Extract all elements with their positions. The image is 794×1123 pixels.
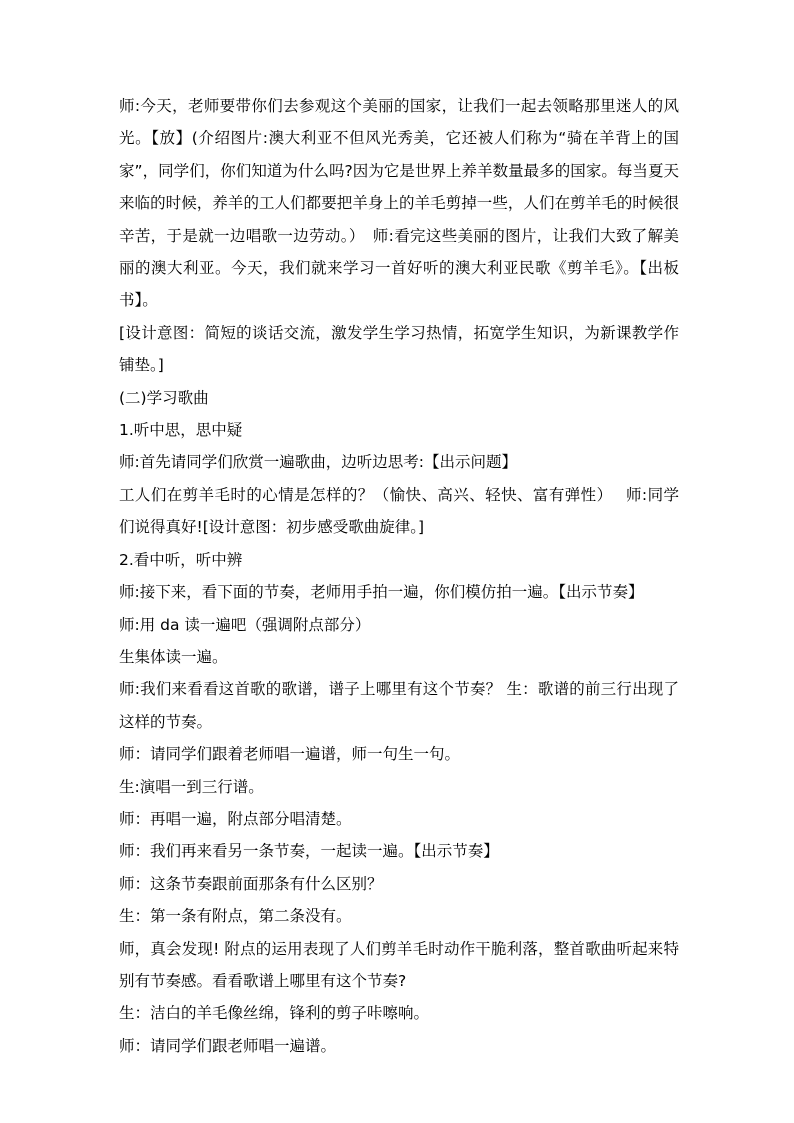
paragraph-clap-rhythm: 师:接下来，看下面的节奏，老师用手拍一遍，你们模仿拍一遍。【出示节奏】 <box>119 583 644 602</box>
paragraph-students-read: 生集体读一遍。 <box>119 647 228 666</box>
paragraph-another-rhythm: 师：我们再来看另一条节奏，一起读一遍。【出示节奏】 <box>119 842 499 861</box>
paragraph-difference-answer: 生：第一条有附点，第二条没有。 <box>119 907 352 926</box>
paragraph-find-rhythm: 师:我们来看看这首歌的歌谱，谱子上哪里有这个节奏？ 生：歌谱的前三行出现了这样的节奏。 <box>119 680 679 731</box>
paragraph-intro: 师:今天，老师要带你们去参观这个美丽的国家，让我们一起去领略那里迷人的风光。【放】(介绍图片:澳大利亚不但风光秀美，它还被人们称为“骑在羊背上的国家”，同学们，你们知道为什么吗?因为它是世界上养羊数量最多的国家。每当夏天来临的时候，养羊的工人们都要把羊身上的羊毛剪掉一些，人们在剪羊毛的时候很辛苦，于是就一边唱歌一边劳动。） 师:看完这些美丽的图片，让我们大致了解美丽的澳大利亚。今天，我们就来学习一首好听的澳大利亚民歌《剪羊毛》。【出板书】。 <box>119 97 679 310</box>
section-heading-learn-song: (二)学习歌曲 <box>119 388 209 407</box>
paragraph-students-sing: 生:演唱一到三行谱。 <box>119 777 264 796</box>
paragraph-lyrics-answer: 生：洁白的羊毛像丝绵，锋利的剪子咔嚓响。 <box>119 1004 430 1023</box>
paragraph-design-intent-1: [设计意图：简短的谈话交流，激发学生学习热情，拓宽学生知识，为新课教学作铺垫。] <box>119 323 679 375</box>
subheading-watch-listen: 2.看中听，听中辨 <box>119 550 243 569</box>
document-body <box>119 90 679 1062</box>
paragraph-teacher-listen: 师:首先请同学们欣赏一遍歌曲，边听边思考:【出示问题】 <box>119 453 517 472</box>
subheading-listen-think: 1.听中思，思中疑 <box>119 421 243 440</box>
paragraph-sing-score: 师：请同学们跟着老师唱一遍谱，师一句生一句。 <box>119 745 461 764</box>
paragraph-sing-with-teacher: 师：请同学们跟老师唱一遍谱。 <box>119 1036 337 1055</box>
paragraph-read-da: 师:用 da 读一遍吧（强调附点部分） <box>119 615 371 634</box>
paragraph-difference-question: 师：这条节奏跟前面那条有什么区别？ <box>119 874 383 893</box>
paragraph-sing-again: 师：再唱一遍，附点部分唱清楚。 <box>119 809 352 828</box>
paragraph-dotted-rhythm: 师，真会发现! 附点的运用表现了人们剪羊毛时动作干脆利落，整首歌曲听起来特别有节奏感。看看歌谱上哪里有这个节奏? <box>119 939 679 990</box>
paragraph-workers-mood: 工人们在剪羊毛时的心情是怎样的？（愉快、高兴、轻快、富有弹性） 师:同学们说得真好![设计意图：初步感受歌曲旋律。] <box>119 485 679 537</box>
